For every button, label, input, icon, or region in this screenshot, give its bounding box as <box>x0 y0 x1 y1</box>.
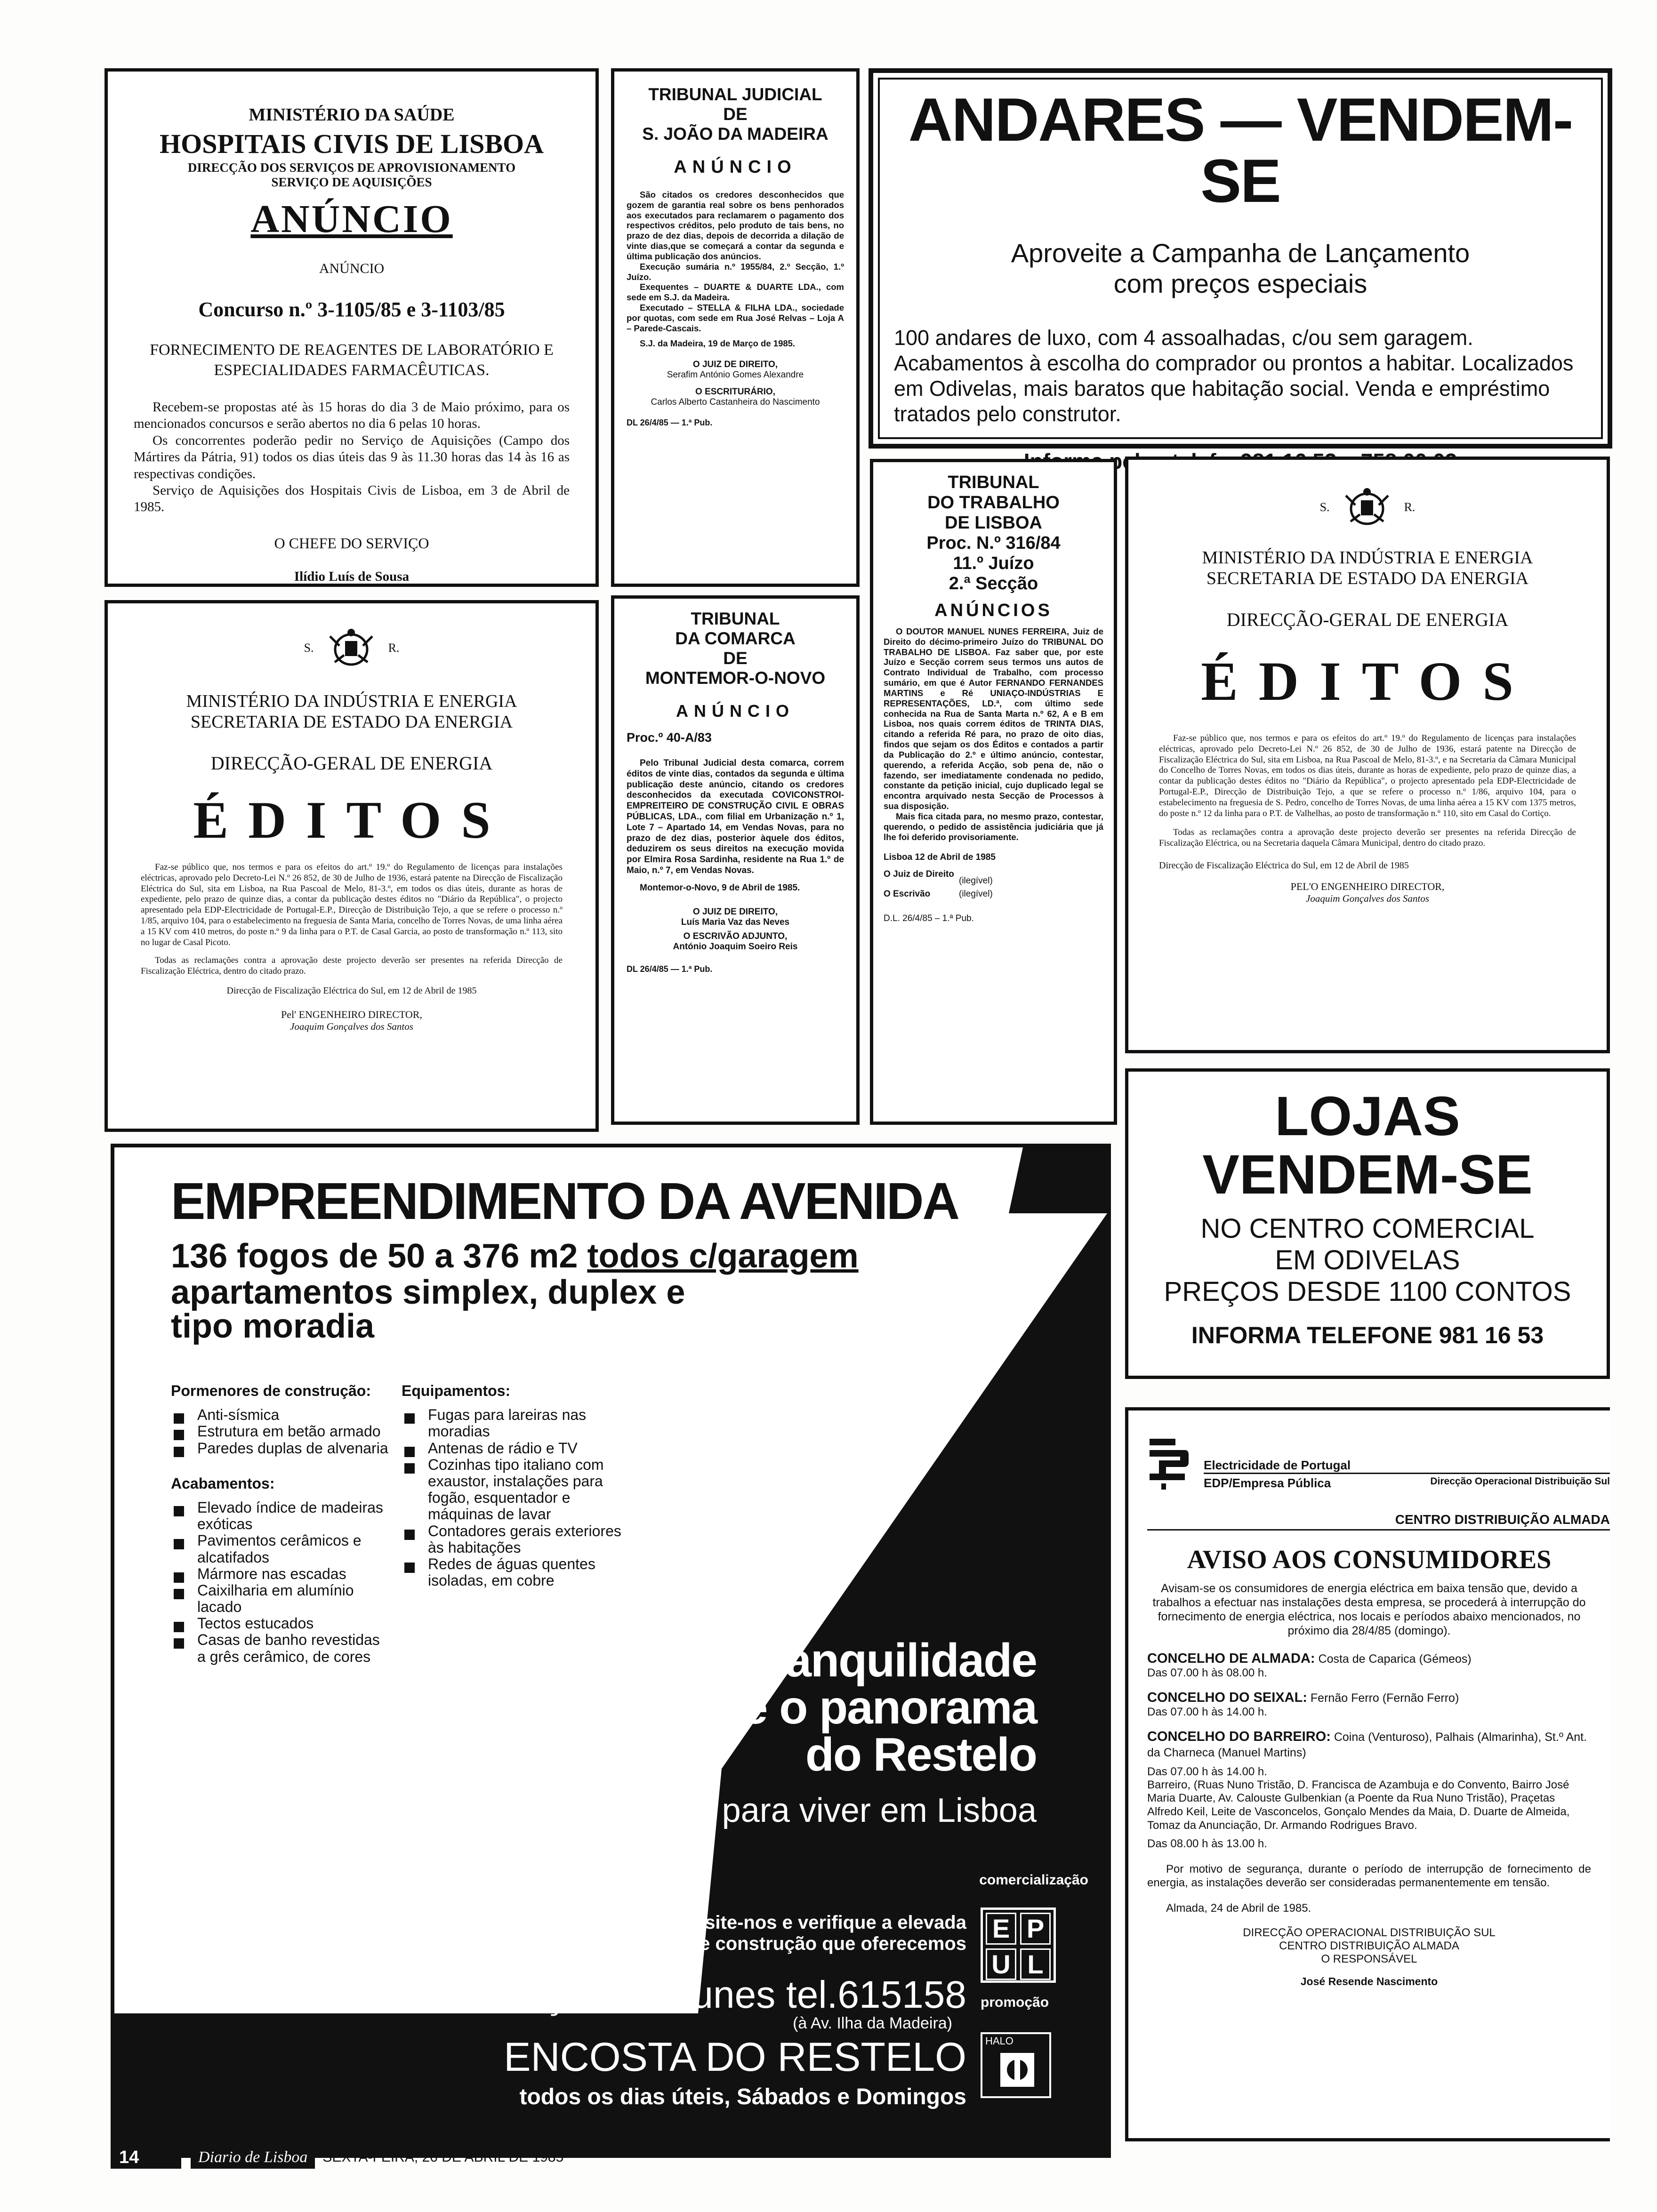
crest-r-letter: R. <box>388 641 400 655</box>
concelho-label: CONCELHO DO SEIXAL: <box>1147 1690 1307 1705</box>
judge-name: Serafim António Gomes Alexandre <box>667 370 804 380</box>
ad-ministerio-saude <box>105 68 599 587</box>
address-sub: (à Av. Ilha da Madeira) <box>793 2014 952 2032</box>
court-name: DE <box>723 649 748 668</box>
concelho-label: CONCELHO DO BARREIRO: <box>1147 1729 1331 1744</box>
clerk-role: O Escrivão <box>884 889 931 899</box>
signature-role: PEL'O ENGENHEIRO DIRECTOR, <box>1290 880 1445 892</box>
signature-role: O RESPONSÁVEL <box>1321 1953 1417 1966</box>
body-paragraph: Executado – STELLA & FILHA LDA., sociedade por quotas, com sede em Rua José Relvas – Loja A – Parede-Cascais. <box>627 303 844 333</box>
feature-item: Redes de águas quentes isoladas, em cobre <box>402 1556 627 1589</box>
units-line: 136 fogos de 50 a 376 m2 <box>171 1237 587 1275</box>
promocao-label: promoção <box>981 1995 1049 2010</box>
body-paragraph: Mais fica citada para, no mesmo prazo, contestar, querendo, o pedido de assistência judiciária que já lhe foi deferido provisoriamente. <box>884 811 1103 842</box>
process-number: Proc. N.º 316/84 <box>926 533 1061 553</box>
court-name: DO TRABALHO <box>927 493 1060 513</box>
court-name: TRIBUNAL <box>948 473 1039 492</box>
court-name: DA COMARCA <box>675 629 796 648</box>
epul-letter: P <box>1020 1913 1051 1945</box>
process-number: Proc.º 40-A/83 <box>627 730 712 745</box>
issue-date: SEXTA-FEIRA, 26 DE ABRIL DE 1985 <box>322 2149 564 2165</box>
body-paragraph: Todas as reclamações contra a aprovação deste projecto deverão ser presentes na referida Direcção de Fiscalização Eléctrica, dentro do citado prazo. <box>141 955 563 977</box>
signature-name: José Resende Nascimento <box>1300 1975 1438 1988</box>
intro-paragraph: Avisam-se os consumidores de energia eléctrica em baixa tensão que, devido a trabalhos a efectuar nas instalações desta empresa, se procederá à interrupção do fornecimento de energia eléctrica, nos locais e períodos abaixo mencionados, no próximo dia 28/4/85 (domingo). <box>1152 1582 1586 1637</box>
court-name: TRIBUNAL JUDICIAL <box>648 85 822 104</box>
ad-empreendimento-avenida <box>111 1144 1111 2158</box>
signature-role: Pel' ENGENHEIRO DIRECTOR, <box>281 1008 422 1020</box>
company-direction: Direcção Operacional Distribuição Sul <box>1430 1476 1610 1487</box>
headline: ANDARES — VENDEM-SE <box>908 85 1573 215</box>
concelho-places: Costa de Caparica (Gémeos) <box>1315 1652 1472 1666</box>
headline: EMPREENDIMENTO DA AVENIDA <box>171 1172 958 1230</box>
body-paragraph: Os concorrentes poderão pedir no Serviço de Aquisições (Campo dos Mártires da Pátria, 91) todos os dias úteis das 9 às 11.30 horas das 14 às 16 as respectivas condições. <box>134 433 570 481</box>
date-line: Montemor-o-Novo, 9 de Abril de 1985. <box>640 882 800 893</box>
interruption-time: Das 08.00 h às 13.00 h. <box>1147 1837 1267 1850</box>
date-line: Almada, 24 de Abril de 1985. <box>1166 1902 1311 1915</box>
acabamentos-title: Acabamentos: <box>171 1475 275 1492</box>
epul-logo <box>981 1907 1056 1983</box>
crest-r-letter: R. <box>1404 500 1416 514</box>
signature-name: Joaquim Gonçalves dos Santos <box>1306 892 1429 904</box>
ad-edp-aviso <box>1125 1407 1610 2141</box>
clerk-role: O ESCRITURÁRIO, <box>695 387 775 397</box>
body-paragraph: O DOUTOR MANUEL NUNES FERREIRA, Juiz de Direito do décimo-primeiro Juízo do TRIBUNAL DO TRABALHO DE LISBOA. Faz saber que, por este Juízo e Secção correm seus termos uns autos de Contrato Individual de Trabalho, com processo sumário, em que é Autor FERNANDO FERNANDES MARTINS e Ré UNIAÇO-INDÚSTRIAS E REPRESENTAÇÕES, LD.ª, com último sede conhecida na Rua de Santa Marta n.º 62, A e B em Lisboa, nos quais correm éditos de TRINTA DIAS, citando a referida Ré para, no prazo de oito dias, findos que sejam os dos Éditos e contados a partir da Publicação do 2.º e último anúncio, contestar, querendo, a referida Acção, sob pena de, não o fazendo, ser imediatamente condenada no pedido, constante da petição inicial, cujo duplicado legal se encontra arquivado nesta Secção de Processos à sua disposição. <box>884 626 1103 811</box>
judge-name: Luís Maria Vaz das Neves <box>681 917 790 927</box>
publication-ref: D.L. 26/4/85 – 1.ª Pub. <box>884 914 974 924</box>
interruption-time: Das 07.00 h às 14.00 h. <box>1147 1765 1267 1778</box>
ad-editos-dge-right <box>1125 457 1610 1053</box>
newspaper-name: Diario de Lisboa <box>191 2146 315 2169</box>
visit-line: qualidade de construção que oferecemos <box>595 1933 966 1954</box>
body-paragraph: Serviço de Aquisições dos Hospitais Civis de Lisboa, em 3 de Abril de 1985. <box>134 482 570 515</box>
body-paragraph: Faz-se público que, nos termos e para os efeitos do art.º 19.º do Regulamento de licenças para instalações eléctricas, aprovado pelo Decreto-Lei N.º 26 852, de 30 de Julho de 1936, estará patente na Direcção de Fiscalização Eléctrica do Sul, sita em Lisboa, na Rua Pascoal de Melo, 81-3.º, e na Secretaria da Câmara Municipal do Concelho de Torres Novas, em todos os dias úteis, durante as horas de expediente, pelo prazo de quinze dias, a contar da publicação destes éditos no "Diário da República", o projecto apresentado pela EDP-Electricidade de Portugal-E.P., Direcção de Distribuição Tejo, a que se refere o processo n.º 1/86, arquivo 104, para o estabelecimento na freguesia de S. Pedro, concelho de Torres Novas, de uma linha aérea a 15 KV com 1375 metros, do poste n.º 12 da linha para o P.T. de Valhelhas, ao posto de transformação n.º 110, sito em Casal do Cortiço. <box>1159 733 1576 818</box>
distribution-center: CENTRO DISTRIBUIÇÃO ALMADA <box>1147 1512 1610 1531</box>
secretariat-name: SECRETARIA DE ESTADO DA ENERGIA <box>190 712 513 732</box>
court-name: TRIBUNAL <box>691 609 780 628</box>
halo-mark-icon <box>1000 2053 1034 2087</box>
subheadline: com preços especiais <box>1113 269 1367 298</box>
body-paragraph: São citados os credores desconhecidos que gozem de garantia real sobre os bens penhorados aos executados para reclamarem o pagamento dos respectivos créditos, pelo produto de tais bens, no prazo de dez dias, depois de decorrida a dilação de vinte dias,que se começará a contar da segunda e última publicação dos anúncios. <box>627 190 844 261</box>
body-paragraph: Execução sumária n.º 1955/84, 2.º Secção, 1.º Juízo. <box>627 261 844 282</box>
garage-highlight: todos c/garagem <box>587 1237 859 1275</box>
court-name: MONTEMOR-O-NOVO <box>645 668 826 688</box>
project-name: ENCOSTA DO RESTELO <box>504 2035 966 2080</box>
feature-item: Casas de banho revestidas a grês cerâmico, de cores <box>171 1632 392 1665</box>
secretariat-name: SECRETARIA DE ESTADO DA ENERGIA <box>1206 569 1529 588</box>
company-name: Electricidade de Portugal <box>1204 1458 1351 1472</box>
ad-tribunal-sjoao-madeira <box>611 68 860 587</box>
concelho-label: CONCELHO DE ALMADA: <box>1147 1651 1315 1666</box>
feature-item: Tectos estucados <box>171 1615 392 1632</box>
location-line: NO CENTRO COMERCIAL <box>1200 1213 1535 1244</box>
halo-logo <box>981 2032 1051 2098</box>
ad-tribunal-trabalho <box>870 459 1117 1125</box>
place-date: Direcção de Fiscalização Eléctrica do Sul, em 12 de Abril de 1985 <box>226 985 477 996</box>
concelho-places: Coina (Venturoso), Palhais (Almarinha), St.º Ant. da Charneca (Manuel Martins) <box>1147 1731 1587 1760</box>
ministry-name: MINISTÉRIO DA INDÚSTRIA E ENERGIA <box>186 691 517 711</box>
ad-andares-vendem-se <box>869 68 1612 449</box>
page-number: 14 <box>111 2146 181 2169</box>
signature-name: Ilídio Luís de Sousa <box>294 569 410 584</box>
concelho-places: Barreiro, (Ruas Nuno Tristão, D. Francisca de Azambuja e do Convento, Bairro José Maria Duarte, Av. Calouste Gulbenkian (a Poente da Rua Nuno Tristão), Praçetas Alfredo Keil, Leite de Vasconcelos, Gonçalo Mendes da Maia, D. Duarte de Almeida, Tomaz da Anunciação, Dr. Armando Rodrigues Bravo. <box>1147 1778 1570 1832</box>
crest-s-letter: S. <box>304 641 314 655</box>
interruption-time: Das 07.00 h às 14.00 h. <box>1147 1706 1267 1718</box>
coat-of-arms-icon <box>325 627 377 669</box>
directorate-name: DIRECÇÃO-GERAL DE ENERGIA <box>210 753 493 774</box>
feature-item: Cozinhas tipo italiano com exaustor, instalações para fogão, esquentador e máquinas de lavar <box>402 1457 627 1523</box>
concelho-places: Fernão Ferro (Fernão Ferro) <box>1307 1691 1459 1705</box>
place-date: Direcção de Fiscalização Eléctrica do Sul, em 12 de Abril de 1985 <box>1159 860 1409 871</box>
court-name: DE LISBOA <box>945 513 1042 533</box>
judge-role: O JUIZ DE DIREITO, <box>692 360 778 370</box>
subject: FORNECIMENTO DE REAGENTES DE LABORATÓRIO E ESPECIALIDADES FARMACÊUTICAS. <box>150 341 554 379</box>
org-name: HOSPITAIS CIVIS DE LISBOA <box>159 128 544 159</box>
date-line: S.J. da Madeira, 19 de Março de 1985. <box>640 338 796 348</box>
halo-text: HALO <box>985 2035 1014 2047</box>
opening-days: todos os dias úteis, Sábados e Domingos <box>519 2084 966 2109</box>
judge-role: O Juiz de Direito <box>884 869 954 880</box>
date-line: Lisboa 12 de Abril de 1985 <box>884 852 996 863</box>
page-footer <box>111 2146 563 2169</box>
pormenores-title: Pormenores de construção: <box>171 1382 371 1399</box>
ad-editos-dge-left <box>105 600 599 1132</box>
epul-letter: U <box>986 1948 1016 1980</box>
epul-letter: E <box>986 1913 1016 1945</box>
publication-ref: DL 26/4/85 — 1.ª Pub. <box>627 964 713 974</box>
ad-title: ÉDITOS <box>193 791 510 850</box>
feature-item: Mármore nas escadas <box>171 1566 392 1582</box>
signature-org: DIRECÇÃO OPERACIONAL DISTRIBUIÇÃO SUL <box>1243 1926 1496 1940</box>
directorate-name: DIRECÇÃO-GERAL DE ENERGIA <box>1226 609 1509 630</box>
safety-paragraph: Por motivo de segurança, durante o período de interrupção de fornecimento de energia, as instalações deverão ser consideradas permanentemente em tensão. <box>1147 1862 1591 1889</box>
address-line: Rua Gonçalves Nunes tel.615158 <box>389 1973 966 2016</box>
clerk-name: Carlos Alberto Castanheira do Nascimento <box>651 397 820 408</box>
ad-title: ANÚNCIO <box>250 197 453 241</box>
dept-name: DIRECÇÃO DOS SERVIÇOS DE APROVISIONAMENTO <box>187 160 516 175</box>
ad-lojas-vendem-se <box>1125 1068 1610 1379</box>
feature-item: Contadores gerais exteriores às habitações <box>402 1523 627 1556</box>
types-line: apartamentos simplex, duplex e <box>171 1274 685 1311</box>
ministry-name: MINISTÉRIO DA SAÚDE <box>249 105 455 125</box>
feature-item: Paredes duplas de alvenaria <box>171 1440 392 1457</box>
body-paragraph: Faz-se público que, nos termos e para os efeitos do art.º 19.º do Regulamento de licenças para instalações eléctricas, aprovado pelo Decreto-Lei N.º 26 852, de 30 de Julho de 1936, estará patente na Direcção de Fiscalização Eléctrica do Sul, sita em Lisboa, na Rua Pascoal de Melo, 81-3.º, em todos os dias úteis, durante as horas de expediente, pelo prazo de quinze dias, a contar da publicação destes éditos no "Diário da República", o projecto apresentado pela EDP-Electricidade de Portugal-E.P., Direcção de Distribuição Tejo, a que se refere o processo n.º 1/85, arquivo 104, para o estabelecimento na freguesia de Santa Maria, concelho de Torres Novas, de uma linha aérea a 15 KV com 410 metros, do poste n.º 9 da linha para o P.T. de Casal Garcia, ao posto de transformação n.º 113, sito no lugar de Casal Picoto. <box>141 862 563 947</box>
publication-ref: DL 26/4/85 — 1.ª Pub. <box>627 418 713 428</box>
feature-item: Antenas de rádio e TV <box>402 1440 627 1457</box>
epul-letter: L <box>1020 1948 1051 1980</box>
crest-s-letter: S. <box>1319 500 1330 514</box>
company-type: EDP/Empresa Pública <box>1204 1476 1331 1490</box>
body-paragraph: Todas as reclamações contra a aprovação deste projecto deverão ser presentes na referida Direcção de Fiscalização Eléctrica, ou na Secretaria daquela Câmara Municipal, dentro do citado prazo. <box>1159 827 1576 849</box>
court-section: 2.ª Secção <box>949 574 1038 593</box>
visit-line: visite-nos e verifique a elevada <box>689 1912 966 1933</box>
court-name: DE <box>723 104 748 124</box>
interruption-time: Das 07.00 h às 08.00 h. <box>1147 1667 1267 1679</box>
body-text: 100 andares de luxo, com 4 assoalhadas, c/ou sem garagem. Acabamentos à escolha do comprador ou prontos a habitar. Localizados em Odivelas, mais baratos que habitação social. Venda e empréstimo tratados pelo construtor. <box>894 326 1574 426</box>
ministry-name: MINISTÉRIO DA INDÚSTRIA E ENERGIA <box>1202 548 1533 568</box>
ad-subtitle: ANÚNCIO <box>319 261 385 276</box>
ad-title: ANÚNCIO <box>676 701 795 721</box>
feature-item: Caixilharia em alumínio lacado <box>171 1582 392 1615</box>
coat-of-arms-icon <box>1341 486 1393 529</box>
feature-item: Estrutura em betão armado <box>171 1423 392 1440</box>
ad-tribunal-montemor <box>611 595 860 1125</box>
body-paragraph: Exequentes – DUARTE & DUARTE LDA., com sede em S.J. da Madeira. <box>627 282 844 303</box>
slogan-line: e o panorama <box>741 1681 1037 1734</box>
signature-org: CENTRO DISTRIBUIÇÃO ALMADA <box>1279 1940 1459 1953</box>
slogan-line: do Restelo <box>805 1728 1037 1781</box>
clerk-role: O ESCRIVÃO ADJUNTO, <box>683 931 788 941</box>
judge-role: O JUIZ DE DIREITO, <box>692 906 778 917</box>
comercializacao-label: comercialização <box>979 1872 1088 1888</box>
ad-title: ANÚNCIOS <box>934 601 1053 620</box>
body-paragraph: Recebem-se propostas até às 15 horas do dia 3 de Maio próximo, para os mencionados concursos e serão abertos no dia 6 pelas 10 horas. <box>134 400 570 432</box>
illegible-note: (ilegível) <box>959 876 993 886</box>
headline: VENDEM-SE <box>1202 1143 1533 1206</box>
feature-item: Anti-sísmica <box>171 1407 392 1423</box>
dept-service: SERVIÇO DE AQUISIÇÕES <box>271 175 432 189</box>
edp-logo-icon <box>1147 1434 1190 1491</box>
location-line: EM ODIVELAS <box>1275 1244 1460 1275</box>
signature-role: O CHEFE DO SERVIÇO <box>274 534 429 552</box>
body-paragraph: Pelo Tribunal Judicial desta comarca, correm éditos de vinte dias, contados da segunda e última publicação deste anúncio, citando os credores desconhecidos da executada COVICONSTROI-EMPREITEIRO DE CONSTRUÇÃO CIVIL E OBRAS PÚBLICAS, LDA., com filial em Urbanização n.º 1, Lote 7 – Apartado 14, em Vendas Novas, para no prazo de dez dias, posterior àquele dos éditos, deduzirem os seus direitos na execução movida por Elmira Rosa Sardinha, residente na Rua 1.º de Maio, n.º 7, em Vendas Novas. <box>627 758 844 875</box>
tagline: o ideal para viver em Lisboa <box>612 1792 1037 1829</box>
illegible-note: (ilegível) <box>959 889 993 899</box>
ad-title: ANÚNCIO <box>674 157 797 177</box>
headline: LOJAS <box>1275 1085 1460 1147</box>
ad-title: AVISO AOS CONSUMIDORES <box>1187 1545 1552 1574</box>
ad-title: ÉDITOS <box>1201 650 1534 712</box>
court-name: S. JOÃO DA MADEIRA <box>642 124 828 144</box>
clerk-name: António Joaquim Soeiro Reis <box>673 941 798 952</box>
price-line: PREÇOS DESDE 1100 CONTOS <box>1164 1276 1571 1307</box>
equipamentos-title: Equipamentos: <box>402 1382 511 1399</box>
slogan-line: a tranquilidade <box>716 1634 1037 1687</box>
types-line: tipo moradia <box>171 1307 375 1345</box>
feature-item: Elevado índice de madeiras exóticas <box>171 1499 392 1532</box>
court-section: 11.º Juízo <box>953 553 1034 573</box>
phone-info: INFORMA TELEFONE 981 16 53 <box>1191 1322 1544 1348</box>
signature-name: Joaquim Gonçalves dos Santos <box>290 1020 413 1032</box>
feature-item: Pavimentos cerâmicos e alcatifados <box>171 1532 392 1565</box>
subheadline: Aproveite a Campanha de Lançamento <box>1011 238 1470 268</box>
feature-item: Fugas para lareiras nas moradias <box>402 1407 627 1440</box>
concurso-number: Concurso n.º 3-1105/85 e 3-1103/85 <box>198 298 505 321</box>
